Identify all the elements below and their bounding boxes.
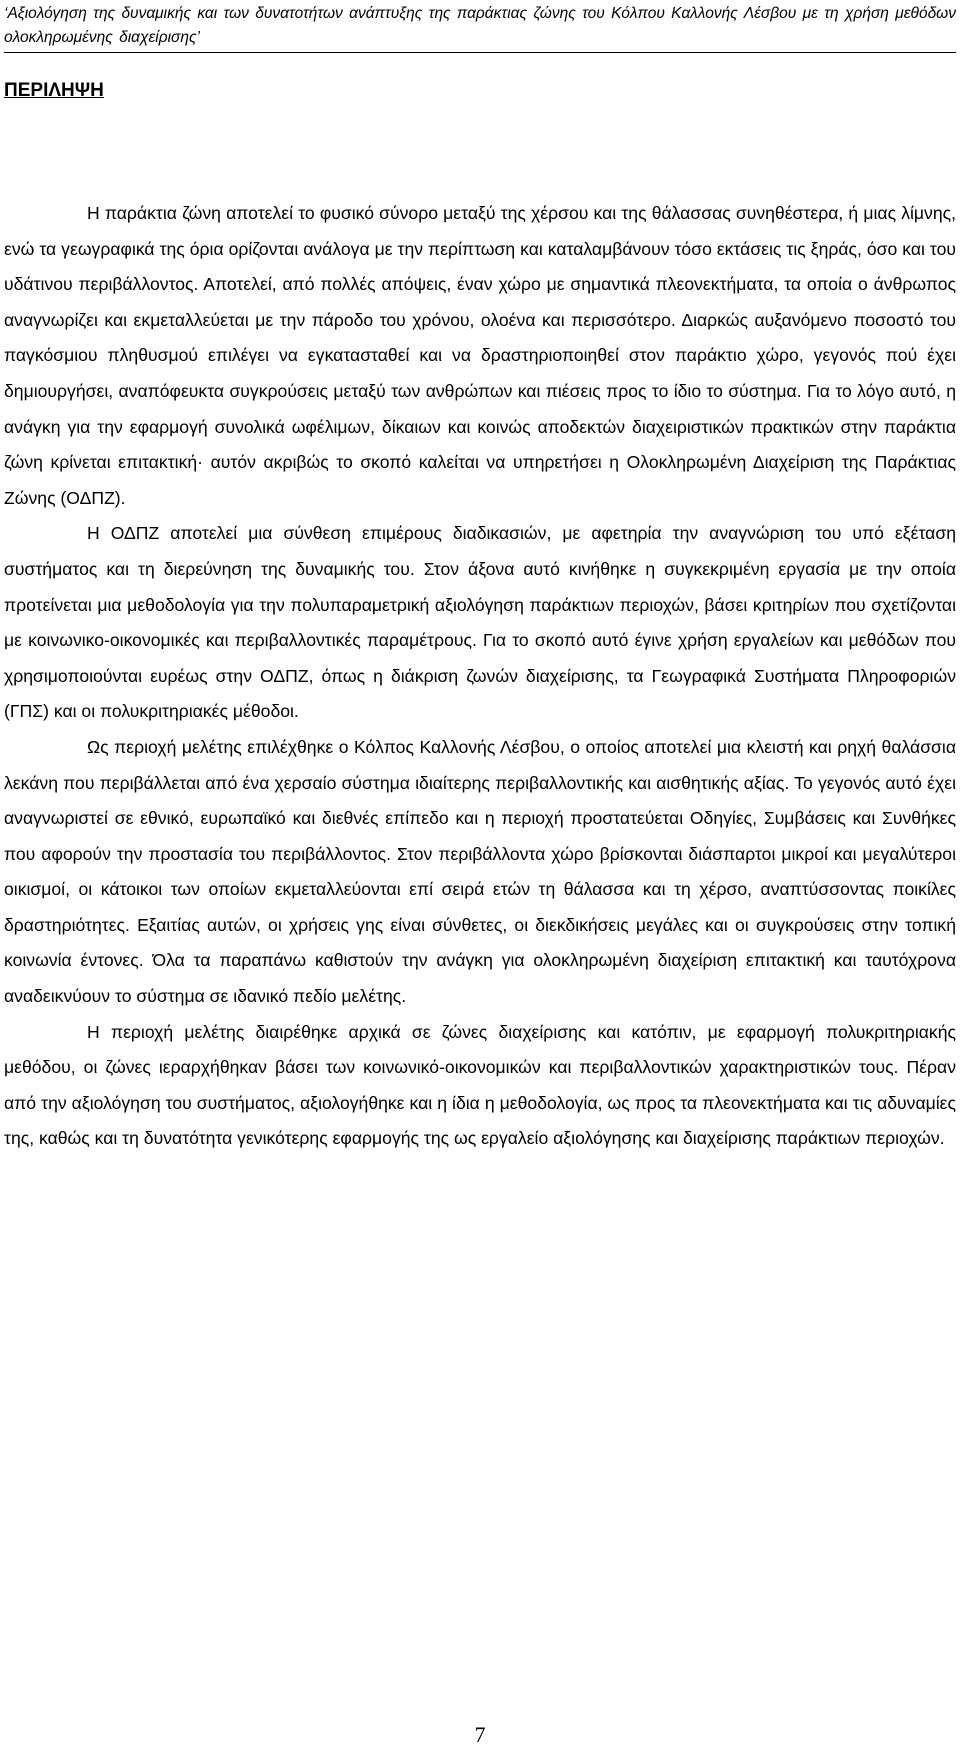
paragraph: Η περιοχή μελέτης διαιρέθηκε αρχικά σε ζώνες διαχείρισης και κατόπιν, με εφαρμογή πολυκριτηριακής μεθόδου, οι ζώνες ιεραρχήθηκαν βάσει των κοινωνικό-οικονομικών και περιβαλλοντικών χαρακτηριστικών τους. Πέραν από την αξιολόγηση του συστήματος, αξιολογήθηκε και η ίδια η μεθοδολογία, ως προς τα πλεονεκτήματα και τις αδυναμίες της, καθώς και τη δυνατότητα γενικότερης εφαρμογής της ως εργαλείο αξιολόγησης και διαχείρισης παράκτιων περιοχών. [4, 1021, 956, 1149]
section-title: ΠΕΡΙΛΗΨΗ [4, 80, 104, 101]
running-header: ‘Αξιολόγηση της δυναμικής και των δυνατοτήτων ανάπτυξης της παράκτιας ζώνης του Κόλπου Καλλονής Λέσβου με τη χρήση μεθόδων ολοκληρωμένης διαχείρισης’ [4, 5, 956, 46]
paragraph: Ως περιοχή μελέτης επιλέχθηκε ο Κόλπος Καλλονής Λέσβου, ο οποίος αποτελεί μια κλειστή και ρηχή θαλάσσια λεκάνη που περιβάλλεται από ένα χερσαίο σύστημα ιδιαίτερης περιβαλλοντικής και αισθητικής αξίας. Το γεγονός αυτό έχει αναγνωριστεί σε εθνικό, ευρωπαϊκό και διεθνές επίπεδο και η περιοχή προστατεύεται Οδηγίες, Συμβάσεις και Συνθήκες που αφορούν την προστασία του περιβάλλοντος. Στον περιβάλλοντα χώρο βρίσκονται διάσπαρτοι μικροί και μεγαλύτεροι οικισμοί, οι κάτοικοι των οποίων εκμεταλλεύονται επί σειρά ετών τη θάλασσα και τη χέρσο, αναπτύσσοντας ποικίλες δραστηριότητες. Εξαιτίας αυτών, οι χρήσεις γης είναι σύνθετες, οι διεκδικήσεις μεγάλες και οι συγκρούσεις στην τοπική κοινωνία έντονες. Όλα τα παραπάνω καθιστούν την ανάγκη για ολοκληρωμένη διαχείριση επιτακτική και ταυτόχρονα αναδεικνύουν το σύστημα σε ιδανικό πεδίο μελέτης. [4, 736, 956, 1007]
page-number: 7 [474, 1722, 486, 1747]
paragraph: Η παράκτια ζώνη αποτελεί το φυσικό σύνορο μεταξύ της χέρσου και της θάλασσας συνηθέστερα, ή μιας λίμνης, ενώ τα γεωγραφικά της όρια ορίζονται ανάλογα με την περίπτωση και καταλαμβάνουν τόσο εκτάσεις τις ξηράς, όσο και του υδάτινου περιβάλλοντος. Αποτελεί, από πολλές απόψεις, έναν χώρο με σημαντικά πλεονεκτήματα, τα οποία ο άνθρωπος αναγνωρίζει και εκμεταλλεύεται με την πάροδο του χρόνου, ολοένα και περισσότερο. Διαρκώς αυξανόμενο ποσοστό του παγκόσμιου πληθυσμού επιλέγει να εγκατασταθεί και να δραστηριοποιηθεί στον παράκτιο χώρο, γεγονός πού έχει δημιουργήσει, αναπόφευκτα συγκρούσεις μεταξύ των ανθρώπων και πιέσεις προς το ίδιο το σύστημα. Για το λόγο αυτό, η ανάγκη για την εφαρμογή συνολικά ωφέλιμων, δίκαιων και κοινώς αποδεκτών διαχειριστικών πρακτικών στην παράκτια ζώνη κρίνεται επιτακτική· αυτόν ακριβώς το σκοπό καλείται να υπηρετήσει η Ολοκληρωμένη Διαχείριση της Παράκτιας Ζώνης (ΟΔΠΖ). [4, 203, 956, 508]
header-rule [4, 52, 956, 53]
abstract-body [4, 196, 956, 1157]
paragraph: Η ΟΔΠΖ αποτελεί μια σύνθεση επιμέρους διαδικασιών, με αφετηρία την αναγνώριση του υπό εξέταση συστήματος και τη διερεύνηση της δυναμικής του. Στον άξονα αυτό κινήθηκε η συγκεκριμένη εργασία με την οποία προτείνεται μια μεθοδολογία για την πολυπαραμετρική αξιολόγηση παράκτιων περιοχών, βάσει κριτηρίων που σχετίζονται με κοινωνικο-οικονομικές και περιβαλλοντικές παραμέτρους. Για το σκοπό αυτό έγινε χρήση εργαλείων και μεθόδων που χρησιμοποιούνται ευρέως στην ΟΔΠΖ, όπως η διάκριση ζωνών διαχείρισης, τα Γεωγραφικά Συστήματα Πληροφοριών (ΓΠΣ) και οι πολυκριτηριακές μέθοδοι. [4, 523, 956, 722]
